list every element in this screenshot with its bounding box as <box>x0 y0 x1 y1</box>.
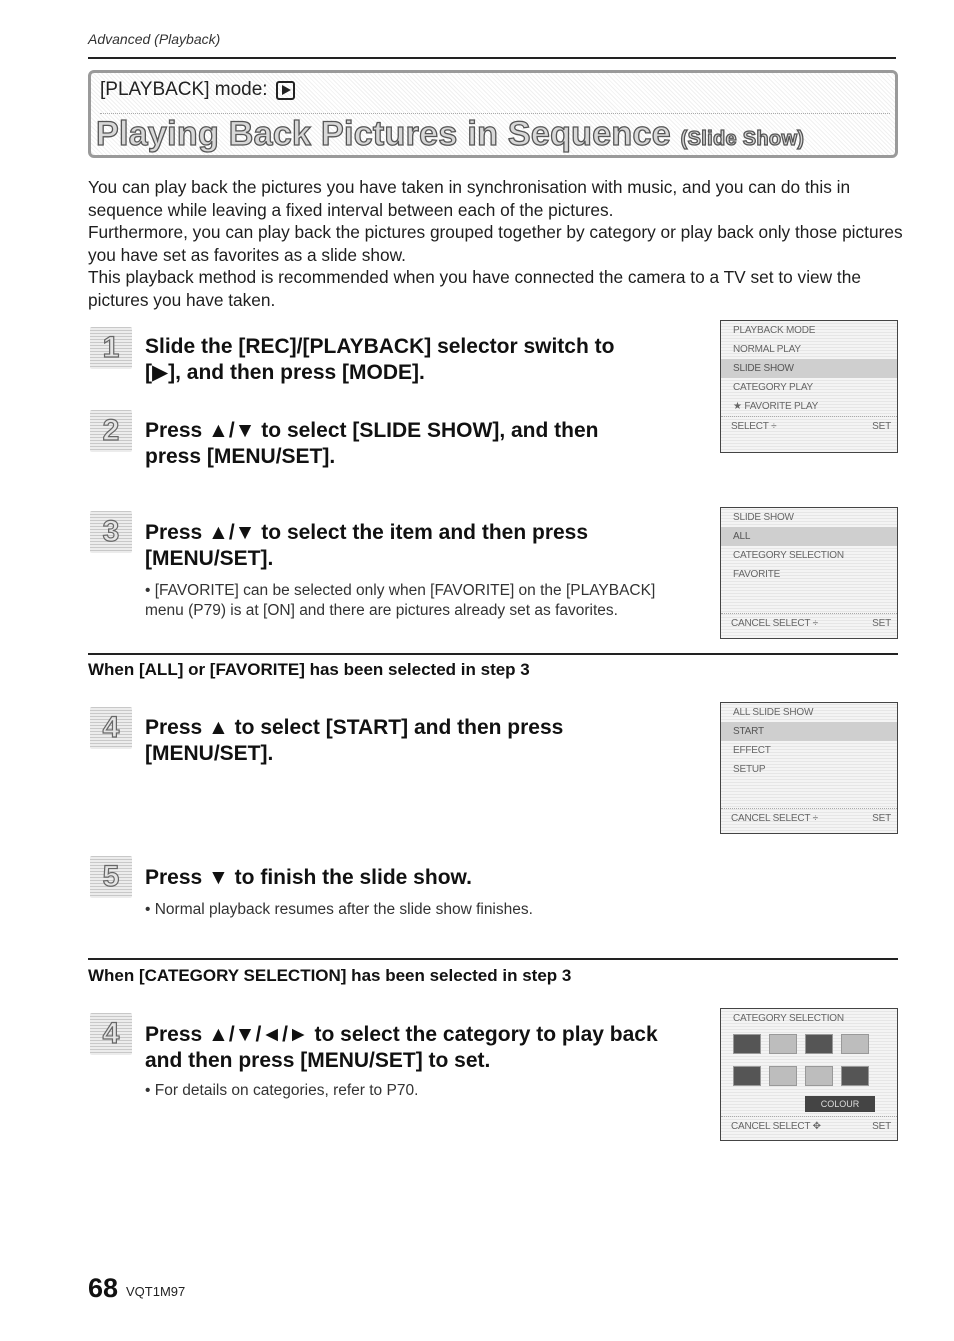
top-rule <box>88 57 896 59</box>
step-number-4-category: 4 <box>90 1013 132 1055</box>
screen-spacer <box>721 584 897 613</box>
category-icon <box>805 1066 833 1086</box>
step-line: [MENU/SET]. <box>145 742 274 765</box>
page-title <box>96 115 804 154</box>
screen-title: CATEGORY SELECTION <box>733 1013 844 1024</box>
step-line: Slide the [REC]/[PLAYBACK] selector switch to <box>145 335 615 358</box>
step-4-category-note: • For details on categories, refer to P70. <box>145 1082 419 1099</box>
menu-item: ★ FAVORITE PLAY <box>733 401 819 412</box>
condition-rule <box>88 958 898 960</box>
all-slide-show-screen <box>720 702 898 834</box>
colour-button: COLOUR <box>805 1096 875 1112</box>
category-icon <box>805 1034 833 1054</box>
mode-line <box>100 79 295 101</box>
step-line: [MENU/SET]. <box>145 547 274 570</box>
condition-heading-category: When [CATEGORY SELECTION] has been selected in step 3 <box>88 966 572 985</box>
category-icon <box>769 1066 797 1086</box>
category-icon <box>769 1034 797 1054</box>
step-number-2: 2 <box>90 410 132 452</box>
screen-footer <box>721 613 897 633</box>
step-number-1: 1 <box>90 327 132 369</box>
screen-footer <box>721 1116 897 1136</box>
page-number: 68 <box>88 1273 119 1303</box>
step-3-text <box>145 520 705 572</box>
step-3-note: • [FAVORITE] can be selected only when [FAVORITE] on the [PLAYBACK] menu (P79) is at [ON] and there are pictures already set as favorites. <box>145 582 656 619</box>
step-1-text <box>145 334 715 386</box>
step-line: Press ▲/▼ to select [SLIDE SHOW], and then <box>145 419 599 442</box>
step-line: and then press [MENU/SET] to set. <box>145 1049 491 1072</box>
step-4-start-text <box>145 715 705 767</box>
menu-item-selected: SLIDE SHOW <box>721 359 897 378</box>
menu-item-selected: START <box>721 722 897 741</box>
slide-show-screen <box>720 507 898 639</box>
footer-right: SET <box>872 813 891 824</box>
screen-footer <box>721 808 897 828</box>
playback-icon <box>276 81 295 100</box>
footer-right: SET <box>872 1121 891 1132</box>
intro-paragraph: You can play back the pictures you have taken in synchronisation with music, and you can do this in sequence while leaving a fixed interval between each of the pictures. <box>88 177 851 220</box>
screen-title: ALL SLIDE SHOW <box>733 707 814 718</box>
step-line: [▶], and then press [MODE]. <box>145 361 425 384</box>
mode-label: [PLAYBACK] mode: <box>100 79 268 100</box>
screen-title: PLAYBACK MODE <box>733 325 816 336</box>
playback-mode-screen <box>720 320 898 453</box>
step-number-5: 5 <box>90 856 132 898</box>
footer-left: SELECT ÷ <box>731 421 777 432</box>
step-line: Press ▲/▼ to select the item and then press <box>145 521 589 544</box>
menu-item: FAVORITE <box>733 569 781 580</box>
screen-footer <box>721 416 897 436</box>
footer-right: SET <box>872 421 891 432</box>
category-icon-row <box>721 1028 897 1060</box>
category-icon <box>841 1066 869 1086</box>
step-number-3: 3 <box>90 511 132 553</box>
step-line: Press ▲ to select [START] and then press <box>145 716 564 739</box>
menu-item: NORMAL PLAY <box>733 344 801 355</box>
footer-left: CANCEL SELECT ÷ <box>731 618 818 629</box>
step-line: Press ▲/▼/◄/► to select the category to play back <box>145 1023 658 1046</box>
category-icon <box>841 1034 869 1054</box>
condition-rule <box>88 653 898 655</box>
step-line: press [MENU/SET]. <box>145 445 336 468</box>
footer-right: SET <box>872 618 891 629</box>
step-5-note: • Normal playback resumes after the slide show finishes. <box>145 901 533 918</box>
menu-item-selected: ALL <box>721 527 897 546</box>
menu-item: EFFECT <box>733 745 771 756</box>
footer-left: CANCEL SELECT ÷ <box>731 813 818 824</box>
intro-paragraph: Furthermore, you can play back the pictures grouped together by category or play back only those pictures you have set as favorites as a slide show. <box>88 222 903 265</box>
screen-title: SLIDE SHOW <box>733 512 794 523</box>
breadcrumb: Advanced (Playback) <box>88 31 221 47</box>
menu-item: SETUP <box>733 764 766 775</box>
step-2-text <box>145 418 715 470</box>
step-number-4: 4 <box>90 707 132 749</box>
menu-item: CATEGORY PLAY <box>733 382 814 393</box>
intro-text <box>88 176 903 311</box>
title-main: Playing Back Pictures in Sequence <box>96 115 671 153</box>
document-code: VQT1M97 <box>126 1284 186 1299</box>
step-5-text: Press ▼ to finish the slide show. <box>145 866 472 889</box>
screen-spacer <box>721 779 897 808</box>
category-icon <box>733 1066 761 1086</box>
category-icon <box>733 1034 761 1054</box>
menu-item: CATEGORY SELECTION <box>733 550 844 561</box>
title-suffix: (Slide Show) <box>680 128 805 150</box>
category-selection-screen <box>720 1008 898 1141</box>
condition-heading-all-favorite: When [ALL] or [FAVORITE] has been selected in step 3 <box>88 660 530 679</box>
step-4-category-text <box>145 1022 720 1074</box>
intro-paragraph: This playback method is recommended when you have connected the camera to a TV set to view the pictures you have taken. <box>88 267 861 310</box>
category-icon-row <box>721 1060 897 1092</box>
footer-left: CANCEL SELECT ✥ <box>731 1121 821 1132</box>
